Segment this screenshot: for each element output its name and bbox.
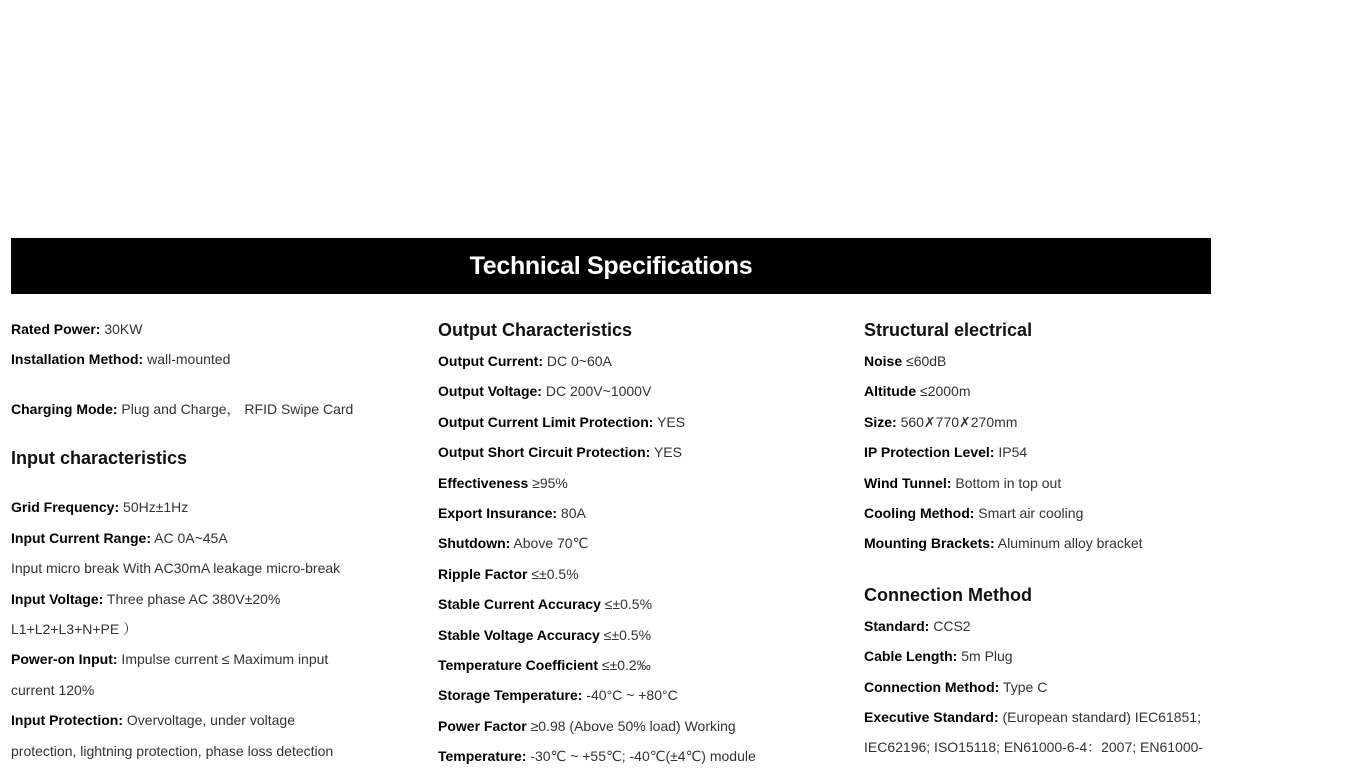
spec-row	[438, 528, 838, 558]
spec-row	[438, 498, 838, 528]
spec-label: Output Current Limit Protection:	[438, 413, 654, 430]
spec-label: Power-on Input:	[11, 651, 118, 668]
banner-title: Technical Specifications	[469, 251, 753, 280]
spec-label: Shutdown:	[438, 535, 511, 552]
spec-label: Grid Frequency:	[11, 499, 120, 516]
spec-value: Type C	[999, 678, 1048, 695]
spec-label: Ripple Factor	[438, 565, 528, 582]
spec-label: Output Short Circuit Protection:	[438, 444, 651, 461]
spec-value: DC 200V~1000V	[541, 383, 652, 400]
spec-label: Charging Mode:	[11, 401, 118, 417]
spec-label: Stable Voltage Accuracy	[438, 626, 600, 643]
output-list	[438, 346, 838, 772]
output-column	[438, 314, 838, 772]
specs-banner	[11, 238, 1211, 294]
spec-micro-break: Input micro break With AC30mA leakage micro-break	[11, 560, 341, 577]
spec-row	[438, 741, 838, 771]
spec-value: ≥95%	[528, 474, 568, 491]
spec-label: Input Current Range:	[11, 529, 151, 546]
spec-value: 560✗770✗270mm	[896, 413, 1018, 430]
general-column	[11, 314, 411, 766]
spec-label: Connection Method:	[864, 678, 1000, 695]
spec-row	[438, 346, 838, 376]
connection-list	[864, 611, 1264, 763]
spec-grid-frequency	[11, 492, 411, 522]
spec-value: ≤±0.5%	[600, 596, 653, 613]
spec-value: 80A	[557, 505, 586, 522]
spec-row	[438, 620, 838, 650]
spec-value: IP54	[994, 444, 1028, 461]
spec-label: Input Protection:	[11, 712, 123, 729]
spec-value: YES	[653, 413, 686, 430]
spec-label: Rated Power:	[11, 321, 101, 337]
spec-value: (European standard) IEC61851;	[998, 709, 1201, 726]
spec-value: Impulse current ≤ Maximum input	[117, 651, 329, 668]
spec-row	[864, 702, 1264, 732]
spec-label: Mounting Brackets:	[864, 535, 995, 552]
spec-power-on-cont: current 120%	[11, 681, 95, 698]
spec-label: Power Factor	[438, 717, 527, 734]
spec-value: Three phase AC 380V±20%	[103, 590, 281, 607]
spec-row	[438, 559, 838, 589]
spec-label: Output Current:	[438, 353, 543, 369]
spec-label: Size:	[864, 413, 897, 430]
spec-row	[864, 498, 1264, 528]
spec-value: ≥0.98 (Above 50% load) Working	[526, 717, 736, 734]
spec-label: Output Voltage:	[438, 383, 542, 400]
spec-label: IP Protection Level:	[864, 444, 995, 461]
spec-value: DC 0~60A	[542, 353, 612, 369]
spec-value: AC 0A~45A	[151, 529, 228, 546]
spec-power-on-input	[11, 644, 411, 674]
spec-value: Aluminum alloy bracket	[994, 535, 1143, 552]
spec-input-voltage	[11, 584, 411, 614]
spec-value: 50Hz±1Hz	[119, 499, 189, 516]
spec-value: Bottom in top out	[951, 474, 1062, 491]
spec-row	[864, 376, 1264, 406]
spec-label: Export Insurance:	[438, 505, 558, 522]
spec-row	[864, 528, 1264, 558]
spec-value: -30℃ ~ +55℃; -40℃(±4℃) module	[526, 748, 756, 765]
spec-value: 30KW	[100, 321, 143, 337]
spec-label: Stable Current Accuracy	[438, 596, 601, 613]
spec-row	[438, 468, 838, 498]
structural-list	[864, 346, 1264, 559]
spec-label: Executive Standard:	[864, 709, 999, 726]
spec-label: Wind Tunnel:	[864, 474, 952, 491]
spec-rated-power	[11, 314, 411, 344]
spec-phases: L1+L2+L3+N+PE ）	[11, 621, 138, 638]
spec-label: Input Voltage:	[11, 590, 104, 607]
spec-row	[864, 611, 1264, 641]
spec-charging-mode	[11, 394, 411, 424]
spec-value: CCS2	[929, 617, 971, 634]
spec-protection-cont: protection, lightning protection, phase loss detection	[11, 742, 334, 759]
spec-value: wall-mounted	[143, 351, 231, 367]
spec-label: Temperature:	[438, 748, 527, 765]
spec-label: Cooling Method:	[864, 505, 975, 522]
structural-column	[864, 314, 1264, 763]
spec-row	[438, 711, 838, 741]
spec-input-current-range	[11, 523, 411, 553]
spec-installation-method	[11, 344, 411, 374]
spec-value: ≤±0.5%	[527, 565, 579, 582]
spec-standard-cont: IEC62196; ISO15118; EN61000-6-4：2007; EN61000-	[864, 739, 1204, 756]
spec-input-protection	[11, 705, 411, 735]
spec-value: Overvoltage, under voltage	[123, 712, 295, 729]
spec-value: Smart air cooling	[974, 505, 1084, 522]
spec-value: ≤2000m	[916, 383, 971, 400]
spec-value: YES	[650, 444, 682, 461]
spec-value: ≤60dB	[902, 353, 947, 369]
spec-row	[438, 650, 838, 680]
spec-row	[438, 407, 838, 437]
spec-row	[438, 437, 838, 467]
spec-value: Plug and Charge， RFID Swipe Card	[117, 401, 354, 417]
spec-row	[438, 376, 838, 406]
section-heading-output: Output Characteristics	[438, 320, 633, 340]
spec-row	[438, 589, 838, 619]
section-heading-input: Input characteristics	[11, 448, 188, 469]
section-heading-structural: Structural electrical	[864, 320, 1033, 340]
spec-value: Above 70℃	[510, 535, 589, 552]
spec-value: -40°C ~ +80°C	[582, 687, 678, 704]
spec-label: Temperature Coefficient	[438, 657, 598, 674]
spec-row	[864, 672, 1264, 702]
spec-row	[864, 468, 1264, 498]
spec-row	[864, 437, 1264, 467]
section-heading-connection: Connection Method	[864, 584, 1032, 605]
spec-row	[864, 346, 1264, 376]
spec-label: Effectiveness	[438, 474, 529, 491]
spec-label: Cable Length:	[864, 648, 958, 665]
spec-value: ≤±0.5%	[599, 626, 652, 643]
spec-row	[864, 641, 1264, 671]
spec-label: Noise	[864, 353, 903, 369]
spec-row	[864, 407, 1264, 437]
spec-value: ≤±0.2‰	[598, 657, 651, 674]
spec-label: Standard:	[864, 617, 930, 634]
spec-row	[438, 680, 838, 710]
spec-label: Storage Temperature:	[438, 687, 583, 704]
spec-value: 5m Plug	[957, 648, 1013, 665]
spec-label: Altitude	[864, 383, 917, 400]
spec-label: Installation Method:	[11, 351, 144, 367]
